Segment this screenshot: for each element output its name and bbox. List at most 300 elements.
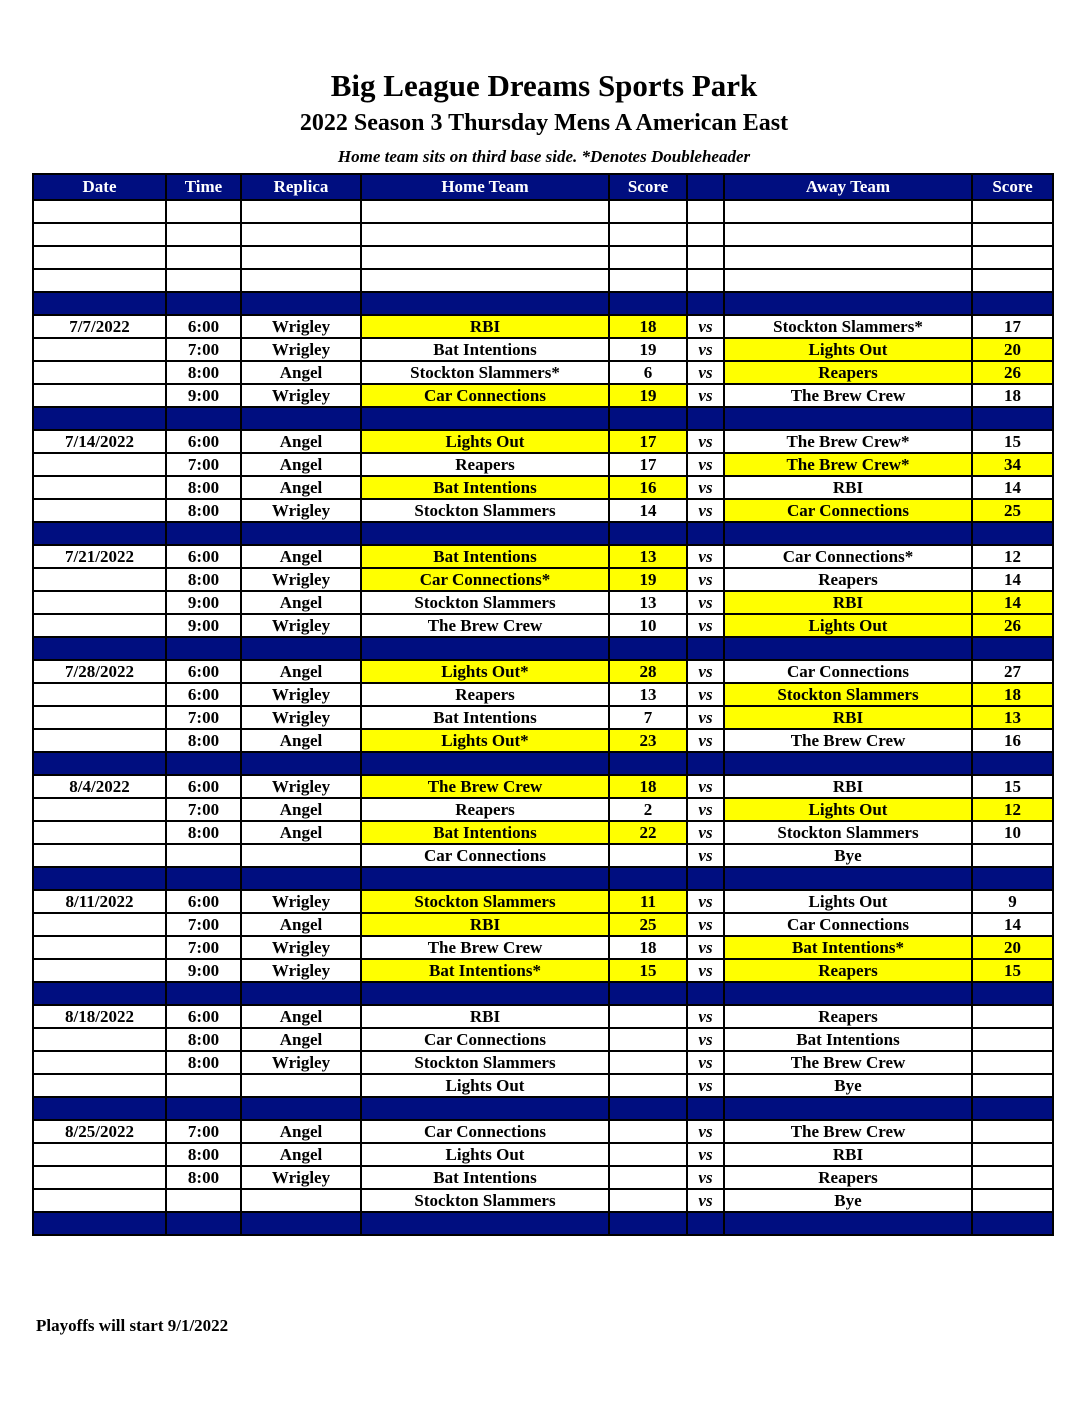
vs-cell: vs: [687, 568, 724, 591]
vs-cell: vs: [687, 1028, 724, 1051]
away-team-cell: Lights Out: [724, 338, 972, 361]
home-team-cell: Reapers: [361, 683, 609, 706]
time-cell: [166, 1074, 241, 1097]
vs-cell: vs: [687, 476, 724, 499]
home-score-cell: 25: [609, 913, 687, 936]
table-row: [33, 476, 1053, 499]
replica-cell: Wrigley: [241, 1166, 361, 1189]
away-team-cell: Lights Out: [724, 890, 972, 913]
date-cell: [33, 223, 166, 246]
vs-cell: [687, 867, 724, 890]
away-team-cell: [724, 867, 972, 890]
replica-cell: Angel: [241, 913, 361, 936]
replica-cell: Wrigley: [241, 315, 361, 338]
time-cell: 8:00: [166, 476, 241, 499]
home-team-cell: [361, 1212, 609, 1235]
time-cell: 7:00: [166, 453, 241, 476]
table-row: [33, 1028, 1053, 1051]
time-cell: [166, 1189, 241, 1212]
time-cell: [166, 867, 241, 890]
time-cell: 8:00: [166, 729, 241, 752]
time-cell: [166, 200, 241, 223]
vs-cell: vs: [687, 315, 724, 338]
home-team-cell: [361, 637, 609, 660]
blank-row: [33, 200, 1053, 223]
away-team-cell: Reapers: [724, 959, 972, 982]
table-row: [33, 775, 1053, 798]
date-cell: 7/7/2022: [33, 315, 166, 338]
home-score-cell: [609, 200, 687, 223]
away-team-cell: The Brew Crew: [724, 729, 972, 752]
page-note: Home team sits on third base side. *Denotes Doubleheader: [337, 147, 751, 166]
home-score-cell: 2: [609, 798, 687, 821]
home-score-cell: [609, 1143, 687, 1166]
home-score-cell: [609, 292, 687, 315]
date-cell: [33, 1189, 166, 1212]
home-score-cell: [609, 1097, 687, 1120]
replica-cell: [241, 982, 361, 1005]
time-cell: 8:00: [166, 1051, 241, 1074]
date-cell: [33, 476, 166, 499]
home-team-cell: Reapers: [361, 798, 609, 821]
away-score-cell: 16: [972, 729, 1053, 752]
away-team-cell: [724, 200, 972, 223]
away-team-cell: [724, 269, 972, 292]
home-score-cell: [609, 637, 687, 660]
vs-cell: vs: [687, 729, 724, 752]
away-team-cell: Reapers: [724, 361, 972, 384]
vs-cell: vs: [687, 660, 724, 683]
date-cell: [33, 591, 166, 614]
home-team-cell: Stockton Slammers: [361, 499, 609, 522]
home-team-cell: [361, 407, 609, 430]
home-score-cell: [609, 1051, 687, 1074]
table-row: [33, 499, 1053, 522]
away-team-cell: The Brew Crew*: [724, 430, 972, 453]
date-cell: 8/18/2022: [33, 1005, 166, 1028]
vs-cell: vs: [687, 775, 724, 798]
time-cell: 8:00: [166, 499, 241, 522]
away-score-cell: [972, 1212, 1053, 1235]
date-cell: [33, 1074, 166, 1097]
vs-cell: vs: [687, 706, 724, 729]
time-cell: 6:00: [166, 683, 241, 706]
away-team-cell: Bye: [724, 1074, 972, 1097]
home-score-cell: 28: [609, 660, 687, 683]
time-cell: 6:00: [166, 890, 241, 913]
home-score-cell: 22: [609, 821, 687, 844]
away-team-cell: RBI: [724, 1143, 972, 1166]
date-cell: [33, 499, 166, 522]
away-score-cell: 20: [972, 338, 1053, 361]
home-team-cell: Lights Out: [361, 1143, 609, 1166]
time-cell: 9:00: [166, 384, 241, 407]
time-cell: [166, 246, 241, 269]
table-row: [33, 315, 1053, 338]
vs-cell: vs: [687, 1120, 724, 1143]
home-score-cell: [609, 1005, 687, 1028]
away-team-cell: Lights Out: [724, 614, 972, 637]
vs-cell: vs: [687, 1051, 724, 1074]
date-cell: 7/28/2022: [33, 660, 166, 683]
away-team-cell: RBI: [724, 476, 972, 499]
away-team-cell: The Brew Crew*: [724, 453, 972, 476]
home-score-cell: [609, 1212, 687, 1235]
table-row: [33, 1120, 1053, 1143]
home-score-cell: [609, 269, 687, 292]
date-cell: [33, 338, 166, 361]
separator-row: [33, 637, 1053, 660]
home-score-cell: 19: [609, 338, 687, 361]
away-score-cell: 12: [972, 798, 1053, 821]
home-team-cell: [361, 269, 609, 292]
home-score-cell: [609, 407, 687, 430]
home-score-cell: [609, 1166, 687, 1189]
table-row: [33, 936, 1053, 959]
home-score-cell: 17: [609, 430, 687, 453]
date-cell: [33, 361, 166, 384]
time-cell: 6:00: [166, 1005, 241, 1028]
time-cell: 7:00: [166, 936, 241, 959]
date-cell: [33, 821, 166, 844]
col-header-date: Date: [33, 174, 166, 200]
time-cell: 8:00: [166, 361, 241, 384]
home-score-cell: [609, 1028, 687, 1051]
table-row: [33, 890, 1053, 913]
away-score-cell: [972, 407, 1053, 430]
time-cell: [166, 223, 241, 246]
away-score-cell: [972, 637, 1053, 660]
table-row: [33, 683, 1053, 706]
replica-cell: [241, 269, 361, 292]
date-cell: [33, 867, 166, 890]
date-cell: 8/11/2022: [33, 890, 166, 913]
time-cell: 8:00: [166, 821, 241, 844]
replica-cell: Wrigley: [241, 338, 361, 361]
vs-cell: vs: [687, 959, 724, 982]
home-team-cell: Car Connections: [361, 1120, 609, 1143]
away-score-cell: 12: [972, 545, 1053, 568]
home-team-cell: Car Connections: [361, 844, 609, 867]
away-team-cell: Car Connections: [724, 913, 972, 936]
home-team-cell: Car Connections*: [361, 568, 609, 591]
home-score-cell: 18: [609, 775, 687, 798]
replica-cell: [241, 752, 361, 775]
separator-row: [33, 292, 1053, 315]
vs-cell: vs: [687, 1166, 724, 1189]
table-row: [33, 821, 1053, 844]
replica-cell: [241, 1097, 361, 1120]
away-team-cell: Bat Intentions: [724, 1028, 972, 1051]
vs-cell: [687, 246, 724, 269]
replica-cell: [241, 1212, 361, 1235]
table-row: [33, 430, 1053, 453]
replica-cell: Angel: [241, 798, 361, 821]
date-cell: [33, 407, 166, 430]
home-team-cell: The Brew Crew: [361, 775, 609, 798]
time-cell: [166, 522, 241, 545]
vs-cell: [687, 1212, 724, 1235]
home-score-cell: 18: [609, 315, 687, 338]
separator-row: [33, 407, 1053, 430]
date-cell: [33, 1097, 166, 1120]
home-team-cell: Stockton Slammers: [361, 591, 609, 614]
away-team-cell: Stockton Slammers: [724, 821, 972, 844]
replica-cell: [241, 292, 361, 315]
away-score-cell: 26: [972, 614, 1053, 637]
home-score-cell: 13: [609, 545, 687, 568]
date-cell: [33, 982, 166, 1005]
date-cell: [33, 384, 166, 407]
away-score-cell: 15: [972, 430, 1053, 453]
away-team-cell: [724, 223, 972, 246]
replica-cell: Angel: [241, 1143, 361, 1166]
home-team-cell: [361, 200, 609, 223]
replica-cell: Angel: [241, 545, 361, 568]
replica-cell: Angel: [241, 1005, 361, 1028]
table-row: [33, 1051, 1053, 1074]
date-cell: [33, 269, 166, 292]
replica-cell: [241, 246, 361, 269]
home-team-cell: Lights Out*: [361, 729, 609, 752]
date-cell: 7/21/2022: [33, 545, 166, 568]
home-score-cell: [609, 246, 687, 269]
date-cell: [33, 1028, 166, 1051]
vs-cell: vs: [687, 361, 724, 384]
away-score-cell: [972, 752, 1053, 775]
away-score-cell: [972, 1166, 1053, 1189]
away-team-cell: Lights Out: [724, 798, 972, 821]
date-cell: [33, 568, 166, 591]
home-team-cell: Lights Out: [361, 430, 609, 453]
time-cell: [166, 407, 241, 430]
table-row: [33, 338, 1053, 361]
table-row: [33, 1166, 1053, 1189]
vs-cell: vs: [687, 430, 724, 453]
table-row: [33, 453, 1053, 476]
away-score-cell: [972, 1143, 1053, 1166]
time-cell: 7:00: [166, 338, 241, 361]
time-cell: 6:00: [166, 315, 241, 338]
table-row: [33, 844, 1053, 867]
vs-cell: vs: [687, 614, 724, 637]
vs-cell: vs: [687, 499, 724, 522]
home-score-cell: 6: [609, 361, 687, 384]
home-team-cell: [361, 292, 609, 315]
vs-cell: [687, 407, 724, 430]
away-score-cell: 14: [972, 913, 1053, 936]
time-cell: 7:00: [166, 913, 241, 936]
home-team-cell: Bat Intentions: [361, 476, 609, 499]
table-row: [33, 1143, 1053, 1166]
away-score-cell: [972, 1189, 1053, 1212]
away-score-cell: [972, 1005, 1053, 1028]
table-row: [33, 614, 1053, 637]
home-team-cell: Car Connections: [361, 384, 609, 407]
vs-cell: vs: [687, 683, 724, 706]
replica-cell: Wrigley: [241, 384, 361, 407]
away-score-cell: [972, 223, 1053, 246]
home-team-cell: The Brew Crew: [361, 614, 609, 637]
away-team-cell: RBI: [724, 706, 972, 729]
vs-cell: [687, 292, 724, 315]
col-header-away-team: Away Team: [724, 174, 972, 200]
home-team-cell: Car Connections: [361, 1028, 609, 1051]
replica-cell: Angel: [241, 476, 361, 499]
table-row: [33, 545, 1053, 568]
time-cell: 6:00: [166, 660, 241, 683]
blank-row: [33, 269, 1053, 292]
date-cell: [33, 1143, 166, 1166]
schedule-table: [32, 173, 1054, 1236]
col-header-vs: [687, 174, 724, 200]
vs-cell: vs: [687, 1074, 724, 1097]
separator-row: [33, 1212, 1053, 1235]
time-cell: 8:00: [166, 1143, 241, 1166]
replica-cell: [241, 637, 361, 660]
vs-cell: [687, 200, 724, 223]
home-score-cell: 14: [609, 499, 687, 522]
time-cell: 9:00: [166, 591, 241, 614]
home-team-cell: Lights Out*: [361, 660, 609, 683]
date-cell: 8/4/2022: [33, 775, 166, 798]
home-score-cell: 15: [609, 959, 687, 982]
time-cell: [166, 637, 241, 660]
col-header-replica: Replica: [241, 174, 361, 200]
replica-cell: Wrigley: [241, 775, 361, 798]
time-cell: 8:00: [166, 568, 241, 591]
separator-row: [33, 752, 1053, 775]
date-cell: [33, 844, 166, 867]
home-team-cell: [361, 867, 609, 890]
replica-cell: [241, 200, 361, 223]
away-score-cell: 20: [972, 936, 1053, 959]
time-cell: 6:00: [166, 545, 241, 568]
time-cell: 8:00: [166, 1028, 241, 1051]
away-score-cell: [972, 1028, 1053, 1051]
separator-row: [33, 1097, 1053, 1120]
home-score-cell: [609, 522, 687, 545]
home-team-cell: [361, 223, 609, 246]
away-team-cell: [724, 637, 972, 660]
away-team-cell: Car Connections*: [724, 545, 972, 568]
time-cell: 6:00: [166, 775, 241, 798]
away-team-cell: Bat Intentions*: [724, 936, 972, 959]
replica-cell: Wrigley: [241, 890, 361, 913]
away-team-cell: The Brew Crew: [724, 384, 972, 407]
schedule-body: [33, 200, 1053, 1235]
time-cell: 7:00: [166, 798, 241, 821]
away-score-cell: 15: [972, 959, 1053, 982]
replica-cell: Angel: [241, 361, 361, 384]
home-team-cell: Bat Intentions: [361, 545, 609, 568]
home-team-cell: Stockton Slammers: [361, 1051, 609, 1074]
home-score-cell: 17: [609, 453, 687, 476]
home-score-cell: 18: [609, 936, 687, 959]
away-score-cell: [972, 844, 1053, 867]
date-cell: [33, 522, 166, 545]
away-score-cell: 27: [972, 660, 1053, 683]
home-team-cell: RBI: [361, 913, 609, 936]
time-cell: 9:00: [166, 959, 241, 982]
home-score-cell: [609, 1189, 687, 1212]
away-score-cell: 14: [972, 476, 1053, 499]
vs-cell: [687, 223, 724, 246]
vs-cell: vs: [687, 453, 724, 476]
date-cell: [33, 1051, 166, 1074]
away-team-cell: Reapers: [724, 568, 972, 591]
table-row: [33, 706, 1053, 729]
time-cell: [166, 752, 241, 775]
away-team-cell: [724, 982, 972, 1005]
home-team-cell: Lights Out: [361, 1074, 609, 1097]
home-team-cell: Stockton Slammers: [361, 1189, 609, 1212]
away-team-cell: [724, 522, 972, 545]
date-cell: [33, 959, 166, 982]
replica-cell: Angel: [241, 729, 361, 752]
home-team-cell: Bat Intentions*: [361, 959, 609, 982]
away-team-cell: Reapers: [724, 1166, 972, 1189]
vs-cell: vs: [687, 890, 724, 913]
table-row: [33, 729, 1053, 752]
time-cell: [166, 844, 241, 867]
replica-cell: Angel: [241, 821, 361, 844]
home-team-cell: [361, 522, 609, 545]
time-cell: 6:00: [166, 430, 241, 453]
away-team-cell: [724, 1212, 972, 1235]
vs-cell: vs: [687, 821, 724, 844]
away-score-cell: 15: [972, 775, 1053, 798]
away-score-cell: [972, 269, 1053, 292]
date-cell: [33, 200, 166, 223]
vs-cell: vs: [687, 1143, 724, 1166]
replica-cell: [241, 522, 361, 545]
home-score-cell: [609, 844, 687, 867]
table-row: [33, 591, 1053, 614]
away-score-cell: 17: [972, 315, 1053, 338]
away-team-cell: [724, 752, 972, 775]
home-score-cell: 13: [609, 591, 687, 614]
table-row: [33, 959, 1053, 982]
away-team-cell: [724, 1097, 972, 1120]
away-score-cell: 34: [972, 453, 1053, 476]
home-score-cell: [609, 867, 687, 890]
away-score-cell: [972, 1074, 1053, 1097]
date-cell: [33, 246, 166, 269]
home-score-cell: 11: [609, 890, 687, 913]
replica-cell: Angel: [241, 453, 361, 476]
replica-cell: [241, 1189, 361, 1212]
home-team-cell: Bat Intentions: [361, 338, 609, 361]
home-team-cell: [361, 752, 609, 775]
away-score-cell: [972, 1051, 1053, 1074]
away-score-cell: 9: [972, 890, 1053, 913]
vs-cell: vs: [687, 591, 724, 614]
table-row: [33, 361, 1053, 384]
separator-row: [33, 867, 1053, 890]
away-team-cell: Bye: [724, 844, 972, 867]
replica-cell: Wrigley: [241, 959, 361, 982]
time-cell: [166, 292, 241, 315]
date-cell: [33, 729, 166, 752]
replica-cell: Angel: [241, 1028, 361, 1051]
vs-cell: vs: [687, 913, 724, 936]
away-score-cell: [972, 292, 1053, 315]
time-cell: 7:00: [166, 706, 241, 729]
vs-cell: [687, 522, 724, 545]
vs-cell: vs: [687, 936, 724, 959]
away-team-cell: Stockton Slammers: [724, 683, 972, 706]
